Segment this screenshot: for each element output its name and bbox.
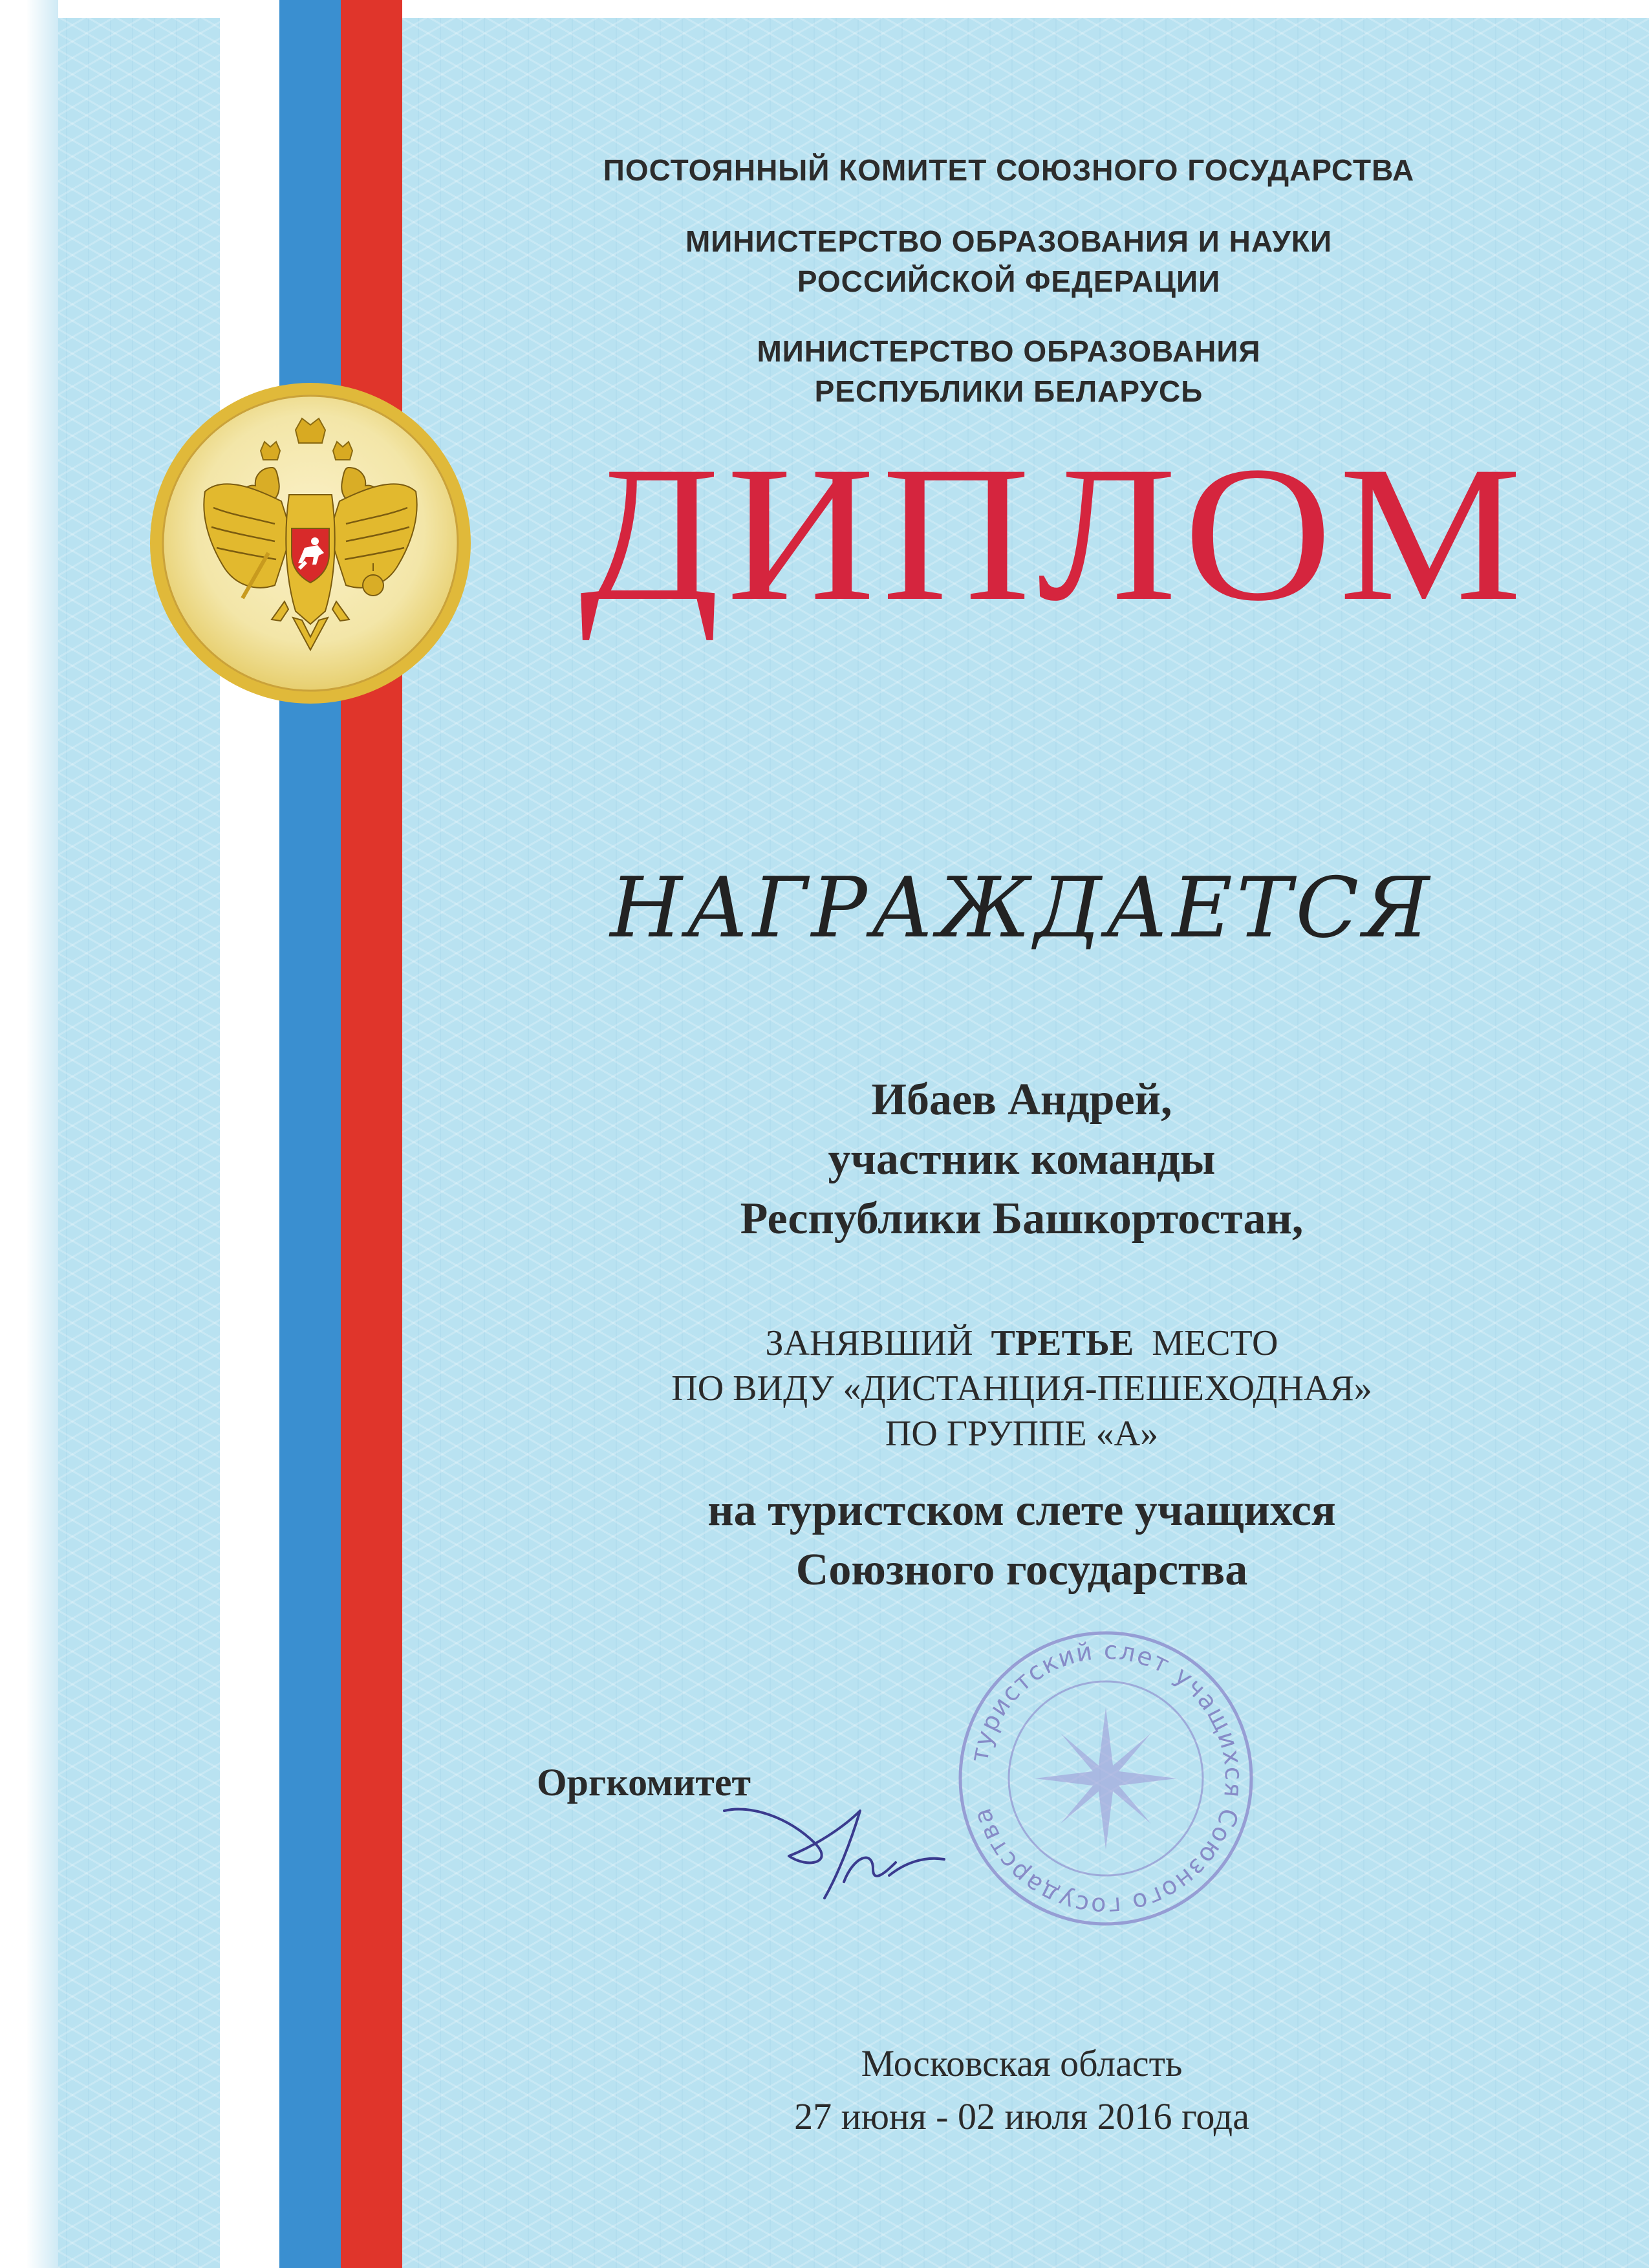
footer-dates: 27 июня - 02 июля 2016 года xyxy=(794,2095,1249,2137)
header-org-line: ПОСТОЯННЫЙ КОМИТЕТ СОЮЗНОГО ГОСУДАРСТВА xyxy=(603,153,1415,187)
recipient-block xyxy=(543,1070,1500,1249)
achievement-block xyxy=(543,1321,1500,1456)
signature-mark xyxy=(711,1785,983,1914)
header-org-standing-committee xyxy=(504,150,1513,190)
achievement-line-place xyxy=(543,1321,1500,1366)
footer-location: Московская область xyxy=(861,2042,1183,2084)
stamp-text: туристский слет учащихся Союзного государства xyxy=(964,1636,1249,1921)
russian-coat-of-arms-icon xyxy=(146,378,475,708)
organizer-label: Оргкомитет xyxy=(537,1761,751,1804)
recipient-name: Ибаев Андрей, xyxy=(871,1075,1172,1125)
event-block xyxy=(543,1481,1500,1600)
event-line-1: на туристском слете учащихся xyxy=(707,1485,1336,1535)
flag-stripe-white xyxy=(220,0,279,2268)
achievement-place: ТРЕТЬЕ xyxy=(991,1323,1134,1363)
recipient-role: участник команды xyxy=(828,1134,1216,1184)
flag-stripe-blue xyxy=(279,0,341,2268)
achievement-discipline: ПО ВИДУ «ДИСТАНЦИЯ-ПЕШЕХОДНАЯ» xyxy=(671,1368,1372,1409)
diploma-title: ДИПЛОМ xyxy=(579,426,1529,641)
compass-rose-stamp-icon xyxy=(951,1623,1261,1934)
header-org-line: МИНИСТЕРСТВО ОБРАЗОВАНИЯ И НАУКИ xyxy=(685,224,1333,258)
award-heading: НАГРАЖДАЕТСЯ xyxy=(610,860,1434,956)
footer-block xyxy=(543,2037,1500,2143)
achievement-prefix: ЗАНЯВШИЙ xyxy=(765,1323,973,1363)
event-line-2: Союзного государства xyxy=(795,1545,1248,1595)
recipient-team: Республики Башкортостан, xyxy=(740,1194,1304,1244)
achievement-suffix: МЕСТО xyxy=(1152,1323,1278,1363)
achievement-group: ПО ГРУППЕ «А» xyxy=(885,1414,1159,1454)
flag-stripe-red xyxy=(341,0,402,2268)
header-org-ministry-belarus xyxy=(504,331,1513,411)
header-org-ministry-russia xyxy=(504,221,1513,301)
header-org-line: МИНИСТЕРСТВО ОБРАЗОВАНИЯ xyxy=(757,334,1261,368)
header-org-line: РЕСПУБЛИКИ БЕЛАРУСЬ xyxy=(814,374,1203,408)
scan-border-left xyxy=(0,0,58,2268)
header-org-line: РОССИЙСКОЙ ФЕДЕРАЦИИ xyxy=(797,265,1221,298)
